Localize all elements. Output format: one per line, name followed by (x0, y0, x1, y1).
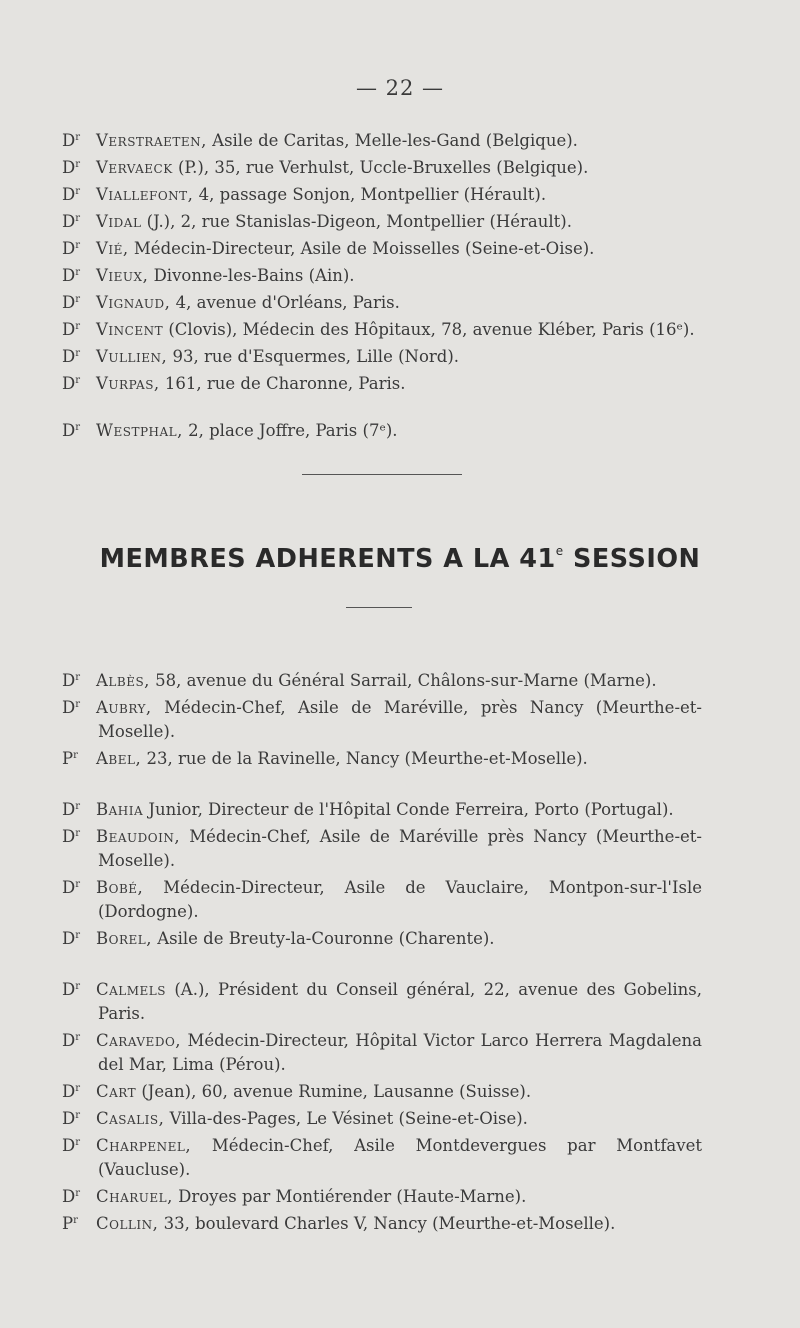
entry-name: Vincent (96, 320, 164, 339)
entry-name: Westphal, (96, 421, 183, 440)
list-item (62, 234, 702, 261)
list-item (62, 822, 702, 873)
entry-address: 58, avenue du Général Sarrail, Châlons-sur-Marne (Marne). (149, 671, 657, 690)
entry-title: $D^r$ (62, 158, 81, 177)
entry-address: (Clovis), Médecin des Hôpitaux, 78, avenue Kléber, Paris (16ᵉ). (163, 320, 695, 339)
entry-name: Caravedo, (96, 1031, 182, 1050)
entry-title: $D^r$ (62, 347, 81, 366)
entry-address: Médecin-Directeur, Asile de Vauclaire, Montpon-sur-l'Isle (Dordogne). (98, 878, 702, 921)
entry-name: Abel, (96, 749, 142, 768)
entry-title: $P^r$ (62, 1214, 78, 1233)
entry-title: $D^r$ (62, 698, 81, 717)
entry-title: $D^r$ (62, 671, 81, 690)
entry-address: 4, passage Sonjon, Montpellier (Hérault). (193, 185, 547, 204)
entry-address: Médecin-Chef, Asile Montdevergues par Montfavet (Vaucluse). (98, 1136, 702, 1179)
entry-address: 33, boulevard Charles V, Nancy (Meurthe-et-Moselle). (158, 1214, 616, 1233)
entry-title: $D^r$ (62, 266, 81, 285)
entry-address: Médecin-Directeur, Hôpital Victor Larco Herrera Magdalena del Mar, Lima (Pérou). (98, 1031, 702, 1074)
list-item (62, 342, 702, 369)
entry-address: 93, rue d'Esquermes, Lille (Nord). (167, 347, 460, 366)
entry-name: Vullien, (96, 347, 168, 366)
list-item (62, 416, 702, 443)
entry-title: $D^r$ (62, 1187, 81, 1206)
entry-title: $D^r$ (62, 1109, 81, 1128)
entry-name: Vieux, (96, 266, 149, 285)
entry-title: $D^r$ (62, 293, 81, 312)
entry-name: Casalis, (96, 1109, 165, 1128)
entry-name: Bahia (96, 800, 144, 819)
list-item (62, 1131, 702, 1182)
entry-name: Vidal (96, 212, 142, 231)
entry-address: 23, rue de la Ravinelle, Nancy (Meurthe-et-Moselle). (141, 749, 588, 768)
entry-title: $D^r$ (62, 929, 81, 948)
entry-address: Asile de Breuty-la-Couronne (Charente). (151, 929, 495, 948)
heading-underline (346, 607, 412, 608)
list-item (62, 261, 702, 288)
entry-name: Verstraeten, (96, 131, 207, 150)
list-item (62, 369, 702, 396)
entry-name: Albès, (96, 671, 150, 690)
entry-name: Aubry, (96, 698, 152, 717)
entry-title: $D^r$ (62, 421, 81, 440)
list-item (62, 1026, 702, 1077)
entry-name: Bobé, (96, 878, 144, 897)
list-item (62, 1209, 702, 1236)
group-spacer (62, 951, 702, 975)
entry-title: $D^r$ (62, 1031, 81, 1050)
entry-address: 161, rue de Charonne, Paris. (159, 374, 406, 393)
list-item (62, 1077, 702, 1104)
entry-title: $D^r$ (62, 1136, 81, 1155)
list-item (62, 180, 702, 207)
list-item (62, 666, 702, 693)
entry-name: Charpenel, (96, 1136, 192, 1155)
entry-title: $D^r$ (62, 827, 81, 846)
member-list-top (62, 126, 702, 396)
entry-address: Médecin-Directeur, Asile de Moisselles (Seine-et-Oise). (128, 239, 595, 258)
list-item (62, 288, 702, 315)
list-item (62, 975, 702, 1026)
entry-name: Vurpas, (96, 374, 160, 393)
entry-address: (J.), 2, rue Stanislas-Digeon, Montpellier (Hérault). (141, 212, 572, 231)
entry-address: Junior, Directeur de l'Hôpital Conde Ferreira, Porto (Portugal). (143, 800, 674, 819)
entry-name: Collin, (96, 1214, 159, 1233)
section-divider (302, 474, 462, 475)
entry-address: Divonne-les-Bains (Ain). (148, 266, 355, 285)
entry-address: (P.), 35, rue Verhulst, Uccle-Bruxelles (Belgique). (172, 158, 589, 177)
westphal-block (62, 416, 702, 443)
entry-address: Médecin-Chef, Asile de Maréville près Nancy (Meurthe-et-Moselle). (98, 827, 702, 870)
list-item (62, 126, 702, 153)
group-spacer (62, 771, 702, 795)
entry-title: $P^r$ (62, 749, 78, 768)
entry-address: Droyes par Montiérender (Haute-Marne). (172, 1187, 527, 1206)
member-list-adherents (62, 666, 702, 1236)
list-item (62, 153, 702, 180)
entry-title: $D^r$ (62, 878, 81, 897)
list-item (62, 1182, 702, 1209)
entry-address: 2, place Joffre, Paris (7ᵉ). (182, 421, 398, 440)
entry-title: $D^r$ (62, 212, 81, 231)
entry-name: Vignaud, (96, 293, 171, 312)
entry-address: 4, avenue d'Orléans, Paris. (170, 293, 400, 312)
entry-address: Villa-des-Pages, Le Vésinet (Seine-et-Oise). (164, 1109, 528, 1128)
entry-address: (A.), Président du Conseil général, 22, avenue des Gobelins, Paris. (98, 980, 702, 1023)
entry-title: $D^r$ (62, 320, 81, 339)
entry-name: Borel, (96, 929, 152, 948)
entry-title: $D^r$ (62, 185, 81, 204)
entry-address: (Jean), 60, avenue Rumine, Lausanne (Suisse). (136, 1082, 532, 1101)
entry-title: $D^r$ (62, 131, 81, 150)
entry-name: Charuel, (96, 1187, 173, 1206)
entry-title: $D^r$ (62, 374, 81, 393)
entry-address: Asile de Caritas, Melle-les-Gand (Belgique). (206, 131, 578, 150)
entry-title: $D^r$ (62, 1082, 81, 1101)
list-item (62, 795, 702, 822)
entry-name: Beaudoin, (96, 827, 181, 846)
list-item (62, 1104, 702, 1131)
entry-title: $D^r$ (62, 239, 81, 258)
entry-title: $D^r$ (62, 980, 81, 999)
list-item (62, 744, 702, 771)
page-number: — 22 — (355, 76, 445, 100)
entry-name: Cart (96, 1082, 137, 1101)
entry-address: Médecin-Chef, Asile de Maréville, près Nancy (Meurthe-et-Moselle). (98, 698, 702, 741)
list-item (62, 924, 702, 951)
entry-title: $D^r$ (62, 800, 81, 819)
list-item (62, 315, 702, 342)
list-item (62, 207, 702, 234)
list-item (62, 873, 702, 924)
section-heading: MEMBRES ADHERENTS A LA 41e SESSION (99, 544, 701, 574)
entry-name: Viallefont, (96, 185, 194, 204)
entry-name: Vié, (96, 239, 129, 258)
entry-name: Calmels (96, 980, 166, 999)
entry-name: Vervaeck (96, 158, 173, 177)
list-item (62, 693, 702, 744)
